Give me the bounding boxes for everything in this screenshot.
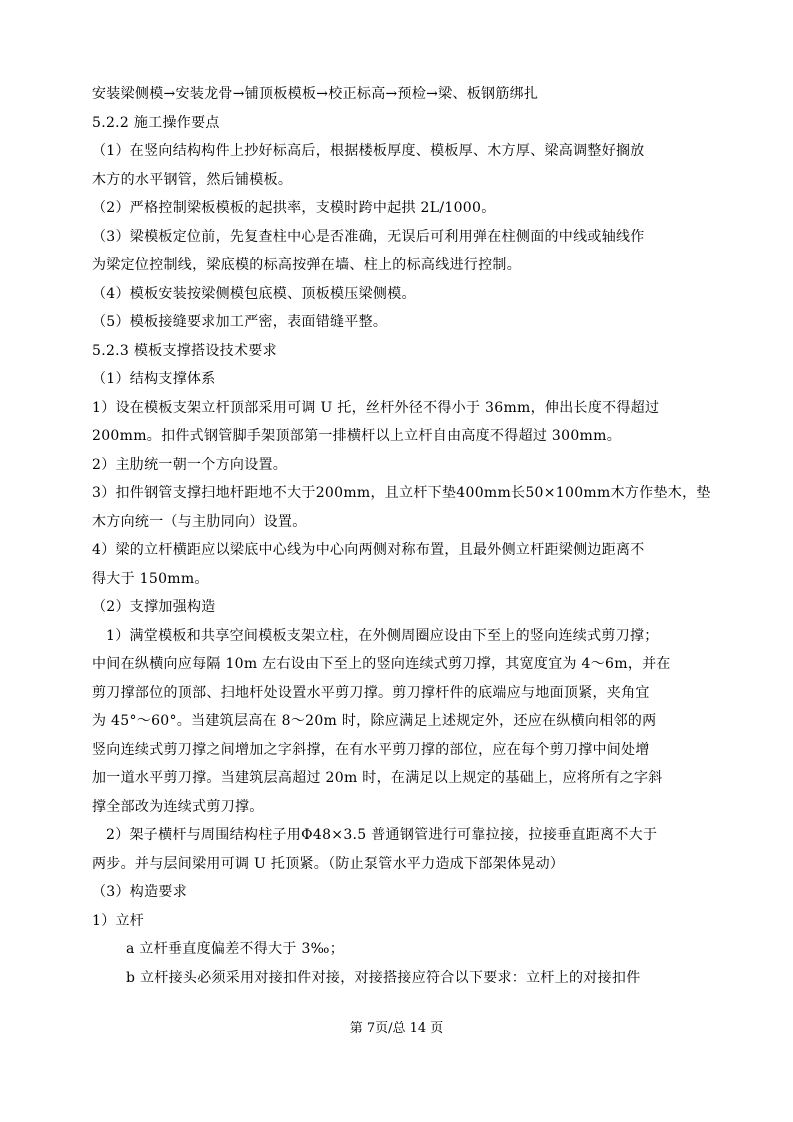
text-line: 两步。并与层间梁用可调 U 托顶紧。（防止泵管水平力造成下部架体晃动） xyxy=(92,855,565,872)
text-line: 加一道水平剪刀撑。当建筑层高超过 20m 时，在满足以上规定的基础上，应将所有之字斜 xyxy=(92,770,663,786)
text-line: 竖向连续式剪刀撑之间增加之字斜撑，在有水平剪刀撑的部位，应在每个剪刀撑中间处增 xyxy=(92,741,650,758)
text-line: 5.2.3 模板支撑搭设技术要求 xyxy=(92,342,277,359)
text-line: （2）严格控制梁板模板的起拱率，支模时跨中起拱 2L/1000。 xyxy=(92,200,496,216)
text-line: 得大于 150mm。 xyxy=(92,570,209,587)
text-line: 安装梁侧模→安装龙骨→铺顶板模板→校正标高→预检→梁、板钢筋绑扎 xyxy=(92,86,539,102)
text-line: （2）支撑加强构造 xyxy=(92,599,216,615)
text-line: 1）设在模板支架立杆顶部采用可调 U 托，丝杆外径不得小于 36mm，伸出长度不得超过 xyxy=(92,399,660,416)
text-line: 为 45°～60°。当建筑层高在 8～20m 时，除应满足上述规定外，还应在纵横向相邻的两 xyxy=(92,713,657,729)
text-line: 2）主肋统一朝一个方向设置。 xyxy=(92,456,288,473)
text-line: 200mm。扣件式钢管脚手架顶部第一排横杆以上立杆自由高度不得超过 300mm。 xyxy=(92,428,621,444)
text-line: 剪刀撑部位的顶部、扫地杆处设置水平剪刀撑。剪刀撑杆件的底端应与地面顶紧，夹角宜 xyxy=(92,684,650,701)
text-line: a 立杆垂直度偏差不得大于 3‰； xyxy=(126,941,345,957)
text-line: （3）梁模板定位前，先复查柱中心是否准确，无误后可利用弹在柱侧面的中线或轴线作 xyxy=(92,228,645,245)
text-line: 1）立杆 xyxy=(92,912,145,929)
text-line: 木方向统一（与主肋同向）设置。 xyxy=(92,513,307,530)
text-line: （1）在竖向结构构件上抄好标高后，根据楼板厚度、模板厚、木方厚、梁高调整好搁放 xyxy=(92,143,645,159)
page-number: 第 7页/总 14 页 xyxy=(349,1021,444,1036)
text-line: 木方的水平钢管，然后铺模板。 xyxy=(92,171,293,188)
text-line: 4）梁的立杆横距应以梁底中心线为中心向两侧对称布置，且最外侧立杆距梁侧边距离不 xyxy=(92,542,645,558)
text-line: （1）结构支撑体系 xyxy=(92,371,216,387)
page-footer xyxy=(0,1020,793,1038)
document-body xyxy=(92,80,720,992)
text-line: 5.2.2 施工操作要点 xyxy=(92,114,220,131)
text-line: 3）扣件钢管支撑扫地杆距地不大于200mm，且立杆下垫400mm长50×100mm木方作垫木，垫 xyxy=(92,485,711,501)
text-line: 撑全部改为连续式剪刀撑。 xyxy=(92,798,264,815)
text-line: （3）构造要求 xyxy=(92,884,188,900)
text-line: 中间在纵横向应每隔 10m 左右设由下至上的竖向连续式剪刀撑，其宽度宜为 4～6m，并在 xyxy=(92,656,671,672)
text-line: （4）模板安装按梁侧模包底模、顶板模压梁侧模。 xyxy=(92,285,416,302)
text-line: b 立杆接头必须采用对接扣件对接，对接搭接应符合以下要求：立杆上的对接扣件 xyxy=(126,969,641,986)
text-line: 1）满堂模板和共享空间模板支架立柱，在外侧周圈应设由下至上的竖向连续式剪刀撑； xyxy=(106,627,659,644)
text-line: 2）架子横杆与周围结构柱子用Φ48×3.5 普通钢管进行可靠拉接，拉接垂直距离不大于 xyxy=(106,827,658,843)
text-line: 为梁定位控制线，梁底模的标高按弹在墙、柱上的标高线进行控制。 xyxy=(92,257,521,273)
text-line: （5）模板接缝要求加工严密，表面错缝平整。 xyxy=(92,314,388,330)
